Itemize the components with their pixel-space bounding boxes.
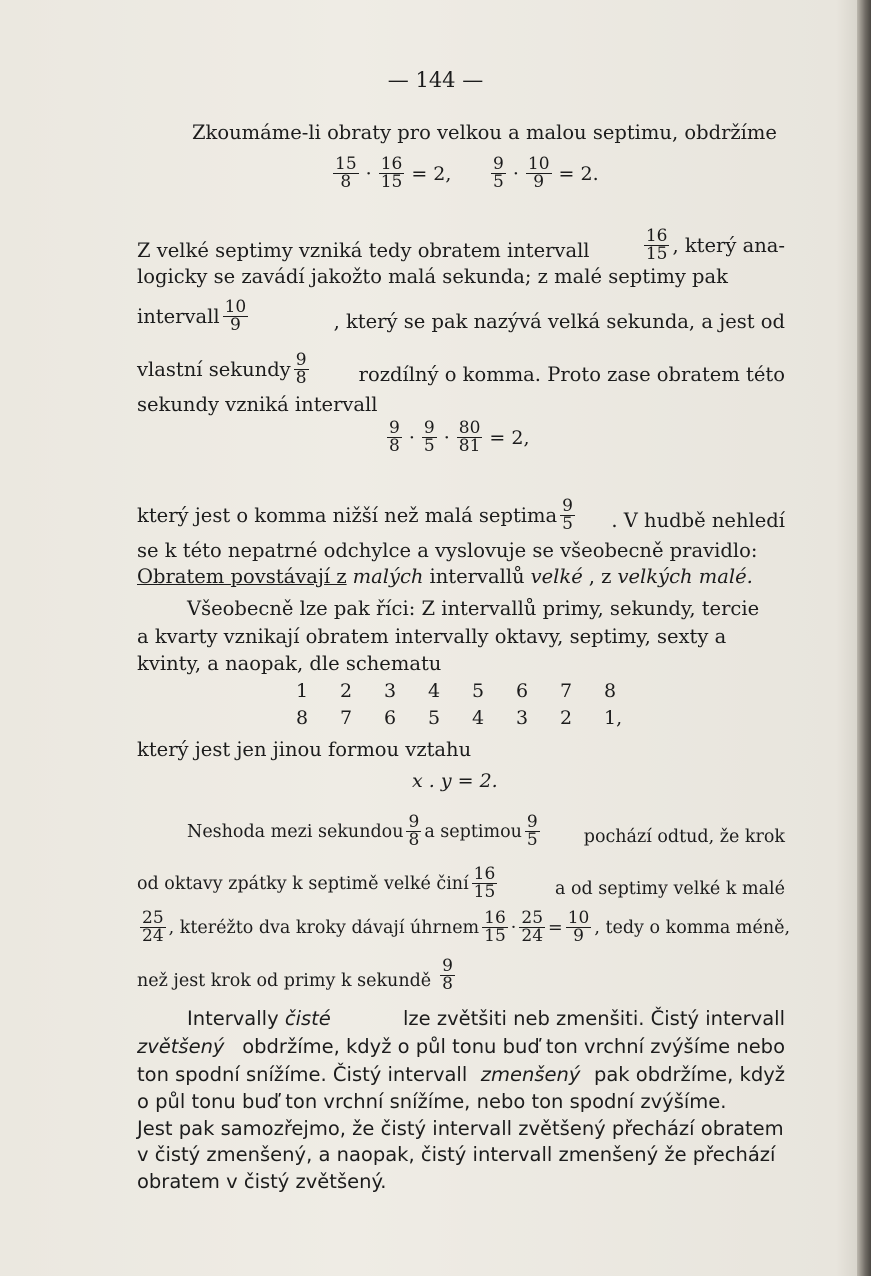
fraction: $\frac{9}{8}$ bbox=[389, 418, 400, 456]
fraction: $\frac{16}{15}$ bbox=[484, 908, 506, 946]
fraction: $\frac{9}{8}$ bbox=[295, 350, 307, 388]
line-4: intervall $\frac{10}{9}$ , který se pak nazývá velká sekunda, a jest od bbox=[137, 297, 785, 335]
schema-row-bottom: 8 7 6 5 4 3 2 1, bbox=[296, 707, 623, 729]
fraction: $\frac{9}{5}$ bbox=[423, 418, 435, 456]
line-10: Všeobecně lze pak říci: Z intervallů primy, sekundy, tercie bbox=[187, 597, 760, 620]
fraction: $\frac{25}{24}$ bbox=[521, 908, 544, 946]
book-spine bbox=[857, 0, 871, 1276]
line-7: který jest o komma nižší než malá septima $\frac{9}{5}$ . V hudbě nehledí bbox=[137, 496, 785, 534]
line-13: který jest jen jinou formou vztahu bbox=[137, 738, 472, 761]
schema-row-top: 1 2 3 4 5 6 7 8 bbox=[296, 680, 617, 702]
fraction: $\frac{9}{5}$ bbox=[526, 812, 538, 850]
line-1: Zkoumáme-li obraty pro velkou a malou septimu, obdržíme bbox=[192, 121, 777, 144]
fraction: $\frac{10}{9}$ bbox=[567, 908, 590, 946]
line-11: a kvarty vznikají obratem intervally oktavy, septimy, sexty a bbox=[137, 625, 727, 648]
line-9: Obratem povstávají z malých intervallů velké , z velkých malé. bbox=[137, 565, 753, 588]
fraction: $\frac{15}{8}$ bbox=[335, 154, 357, 192]
fraction: $\frac{10}{9}$ bbox=[224, 297, 247, 335]
final-line-4: o půl tonu buď ton vrchní snížíme, nebo ton spodní zvýšíme. bbox=[137, 1090, 727, 1113]
line-6: sekundy vzniká intervall bbox=[137, 393, 378, 416]
fraction: $\frac{10}{9}$ bbox=[527, 154, 550, 192]
fraction: $\frac{80}{81}$ bbox=[458, 418, 481, 456]
line-2: Z velké septimy vzniká tedy obratem intervall $\frac{16}{15}$ , který ana- bbox=[137, 226, 785, 264]
fraction: $\frac{9}{5}$ bbox=[562, 496, 573, 534]
line-3: logicky se zavádí jakožto malá sekunda; z malé septimy pak bbox=[137, 265, 728, 288]
fraction: $\frac{25}{24}$ bbox=[142, 908, 164, 946]
final-line-7: obratem v čistý zvětšený. bbox=[137, 1170, 387, 1193]
equation-1: $\frac{15}{8}$ · $\frac{16}{15}$ = 2, bbox=[335, 154, 452, 192]
final-line-2: zvětšený obdržíme, když o půl tonu buď ton vrchní zvýšíme nebo bbox=[137, 1035, 785, 1058]
relation: x . y = 2. bbox=[412, 770, 498, 792]
line-5: vlastní sekundy $\frac{9}{8}$ rozdílný o komma. Proto zase obratem této bbox=[137, 350, 785, 388]
final-line-1: Intervally čisté lze zvětšiti neb zmenšiti. Čistý intervall bbox=[187, 1007, 785, 1030]
fraction: $\frac{9}{8}$ bbox=[442, 956, 453, 994]
fraction: $\frac{16}{15}$ bbox=[473, 864, 496, 902]
fraction: $\frac{9}{8}$ bbox=[408, 812, 420, 850]
final-line-3: ton spodní snížíme. Čistý intervall zmenšený pak obdržíme, když bbox=[137, 1063, 785, 1086]
fraction: $\frac{9}{5}$ bbox=[493, 154, 504, 192]
page-number: — 144 — bbox=[387, 68, 484, 92]
small-line-3: $\frac{25}{24}$ , kteréžto dva kroky dávají úhrnem $\frac{16}{15}$ · $\frac{25}{24}$ = $\frac{10}{9}$ , tedy o komma méně, bbox=[142, 908, 791, 946]
fraction: $\frac{16}{15}$ bbox=[380, 154, 403, 192]
final-line-6: v čistý zmenšený, a naopak, čistý intervall zmenšený že přechází bbox=[137, 1143, 776, 1166]
line-8: se k této nepatrné odchylce a vyslovuje se všeobecně pravidlo: bbox=[137, 539, 758, 562]
small-line-4: než jest krok od primy k sekundě $\frac{9}{8}$ bbox=[137, 956, 453, 994]
equation-3: $\frac{9}{8}$ · $\frac{9}{5}$ · $\frac{80}{81}$ = 2, bbox=[389, 418, 530, 456]
final-line-5: Jest pak samozřejmo, že čistý intervall zvětšený přechází obratem bbox=[137, 1117, 784, 1140]
small-line-2: od oktavy zpátky k septimě velké činí $\frac{16}{15}$ a od septimy velké k malé bbox=[137, 864, 785, 902]
equation-2: $\frac{9}{5}$ · $\frac{10}{9}$ = 2. bbox=[493, 154, 599, 192]
small-line-1: Neshoda mezi sekundou $\frac{9}{8}$ a septimou $\frac{9}{5}$ pochází odtud, že krok bbox=[187, 812, 785, 850]
fraction: $\frac{16}{15}$ bbox=[645, 226, 668, 264]
line-12: kvinty, a naopak, dle schematu bbox=[137, 652, 442, 675]
